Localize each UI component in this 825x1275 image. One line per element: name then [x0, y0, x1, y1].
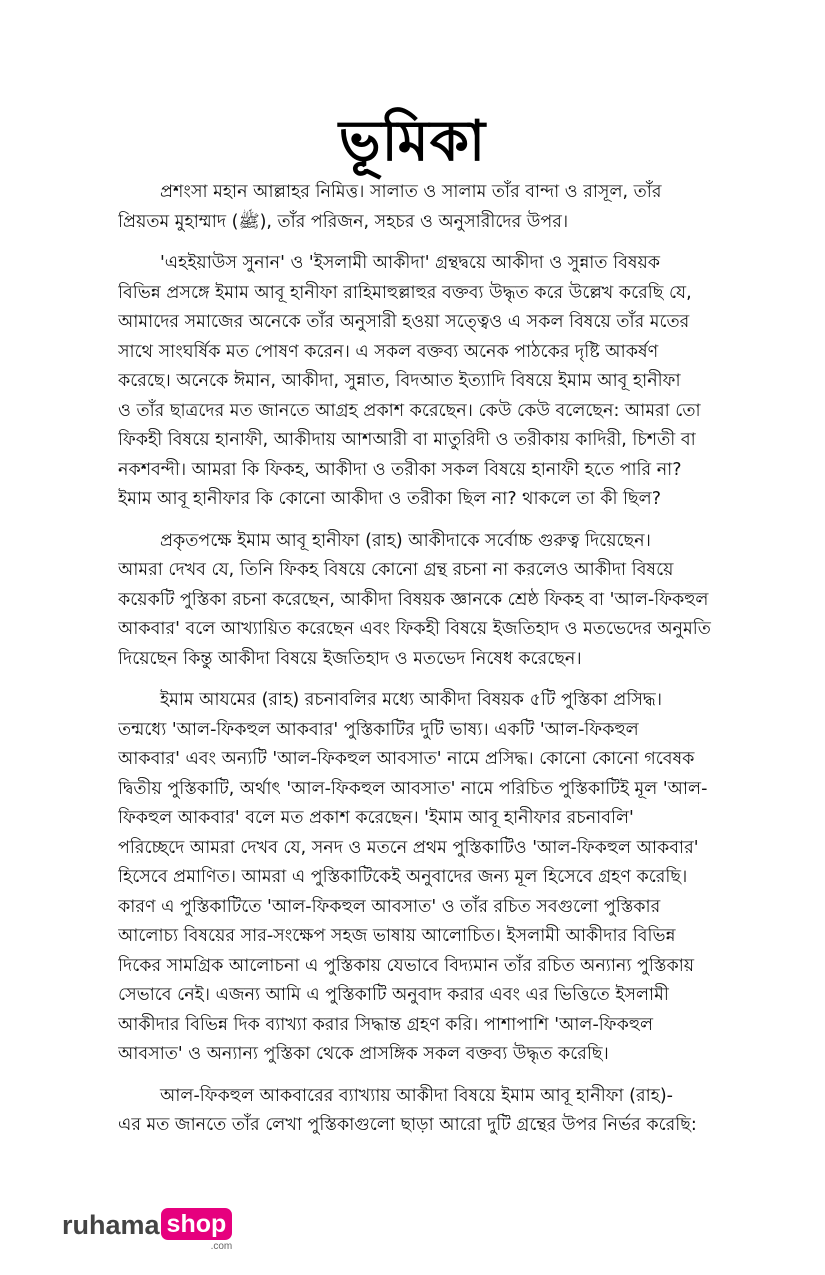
text-line: আকীদার বিভিন্ন দিক ব্যাখ্যা করার সিদ্ধান্ত গ্রহণ করি। পাশাপাশি 'আল-ফিকহুল — [118, 1014, 654, 1035]
body-text — [118, 178, 738, 1153]
text-line: দিকের সামগ্রিক আলোচনা এ পুস্তিকায় যেভাবে বিদ্যমান তাঁর রচিত অন্যান্য পুস্তিকায় — [118, 955, 695, 976]
paragraph — [118, 686, 738, 1070]
text-line: আমাদের সমাজের অনেকে তাঁর অনুসারী হওয়া সত্ত্বেও এ সকল বিষয়ে তাঁর মতের — [118, 312, 690, 332]
text-line: আকবার' এবং অন্যটি 'আল-ফিকহুল আবসাত' নামে প্রসিদ্ধ। কোনো কোনো গবেষক — [118, 749, 695, 769]
text-line: নকশবন্দী। আমরা কি ফিকহ, আকীদা ও তরীকা সকল বিষয়ে হানাফী হতে পারি না? — [118, 459, 682, 480]
text-line: কারণ এ পুস্তিকাটিতে 'আল-ফিকহুল আবসাত' ও তাঁর রচিত সবগুলো পুস্তিকার — [118, 896, 661, 917]
page-title: ভূমিকা — [338, 109, 487, 174]
text-line: ফিকহুল আকবার' বলে মত প্রকাশ করেছেন। 'ইমাম আবূ হানীফার রচনাবলি' — [118, 808, 634, 828]
text-line: আবসাত' ও অন্যান্য পুস্তিকা থেকে প্রাসঙ্গিক সকল বক্তব্য উদ্ধৃত করেছি। — [118, 1044, 609, 1064]
text-line: সাথে সাংঘর্ষিক মত পোষণ করেন। এ সকল বক্তব্য অনেক পাঠকের দৃষ্টি আকর্ষণ — [118, 341, 659, 362]
paragraph — [118, 178, 738, 237]
text-line: সেভাবে নেই। এজন্য আমি এ পুস্তিকাটি অনুবাদ করার এবং এর ভিত্তিতে ইসলামী — [118, 985, 669, 1005]
text-line: প্রকৃতপক্ষে ইমাম আবূ হানীফা (রাহ) আকীদাকে সর্বোচ্চ গুরুত্ব দিয়েছেন। — [160, 530, 651, 551]
paragraph — [118, 527, 738, 675]
text-line: ফিকহী বিষয়ে হানাফী, আকীদায় আশআরী বা মাতুরিদী ও তরীকায় কাদিরী, চিশতী বা — [118, 430, 696, 450]
text-line: প্রশংসা মহান আল্লাহর নিমিত্ত। সালাত ও সালাম তাঁর বান্দা ও রাসূল, তাঁর — [160, 182, 662, 202]
paragraph — [118, 1082, 738, 1141]
text-line: পরিচ্ছেদে আমরা দেখব যে, সনদ ও মতনে প্রথম পুস্তিকাটিও 'আল-ফিকহুল আকবার' — [118, 837, 699, 858]
text-line: 'এহইয়াউস সুনান' ও 'ইসলামী আকীদা' গ্রন্থদ্বয়ে আকীদা ও সুন্নাত বিষয়ক — [160, 253, 661, 273]
text-line: বিভিন্ন প্রসঙ্গে ইমাম আবূ হানীফা রাহিমাহুল্লাহুর বক্তব্য উদ্ধৃত করে উল্লেখ করেছি যে, — [118, 282, 692, 303]
text-line: তন্মধ্যে 'আল-ফিকহুল আকবার' পুস্তিকাটির দুটি ভাষ্য। একটি 'আল-ফিকহুল — [118, 719, 639, 740]
logo-word: ruhama — [62, 1210, 160, 1240]
logo-shop-block — [161, 1208, 233, 1253]
text-line: আমরা দেখব যে, তিনি ফিকহ বিষয়ে কোনো গ্রন্থ রচনা না করলেও আকীদা বিষয়ে — [118, 560, 674, 580]
text-line: করেছে। অনেকে ঈমান, আকীদা, সুন্নাত, বিদআত ইত্যাদি বিষয়ে ইমাম আবূ হানীফা — [118, 371, 681, 391]
text-line: আল-ফিকহুল আকবারের ব্যাখ্যায় আকীদা বিষয়ে ইমাম আবূ হানীফা (রাহ)- — [160, 1085, 673, 1106]
text-line: দিয়েছেন কিন্তু আকীদা বিষয়ে ইজতিহাদ ও মতভেদ নিষেধ করেছেন। — [118, 648, 582, 669]
logo-shop-badge: shop — [161, 1208, 233, 1240]
text-line: ও তাঁর ছাত্রদের মত জানতে আগ্রহ প্রকাশ করেছেন। কেউ কেউ বলেছেন: আমরা তো — [118, 400, 701, 421]
text-line: প্রিয়তম মুহাম্মাদ (ﷺ), তাঁর পরিজন, সহচর ও অনুসারীদের উপর। — [118, 211, 569, 232]
text-line: আলোচ্য বিষয়ের সার-সংক্ষেপ সহজ ভাষায় আলোচিত। ইসলামী আকীদার বিভিন্ন — [118, 926, 676, 946]
text-line: কয়েকটি পুস্তিকা রচনা করেছেন, আকীদা বিষয়ক জ্ঞানকে শ্রেষ্ঠ ফিকহ বা 'আল-ফিকহুল — [118, 589, 709, 610]
text-line: দ্বিতীয় পুস্তিকাটি, অর্থাৎ 'আল-ফিকহুল আবসাত' নামে পরিচিত পুস্তিকাটিই মূল 'আল- — [118, 778, 708, 799]
paragraph — [118, 249, 738, 515]
text-line: এর মত জানতে তাঁর লেখা পুস্তিকাগুলো ছাড়া আরো দুটি গ্রন্থের উপর নির্ভর করেছি: — [118, 1115, 697, 1135]
text-line: আকবার' বলে আখ্যায়িত করেছেন এবং ফিকহী বিষয়ে ইজতিহাদ ও মতভেদের অনুমতি — [118, 619, 711, 639]
logo-domain: .com — [210, 1241, 233, 1252]
text-line: ইমাম আযমের (রাহ) রচনাবলির মধ্যে আকীদা বিষয়ক ৫টি পুস্তিকা প্রসিদ্ধ। — [160, 690, 663, 710]
ruhamashop-watermark-logo — [62, 1208, 232, 1253]
text-line: ইমাম আবূ হানীফার কি কোনো আকীদা ও তরীকা ছিল না? থাকলে তা কী ছিল? — [118, 489, 661, 509]
text-line: হিসেবে প্রমাণিত। আমরা এ পুস্তিকাটিকেই অনুবাদের জন্য মূল হিসেবে গ্রহণ করেছি। — [118, 867, 688, 887]
